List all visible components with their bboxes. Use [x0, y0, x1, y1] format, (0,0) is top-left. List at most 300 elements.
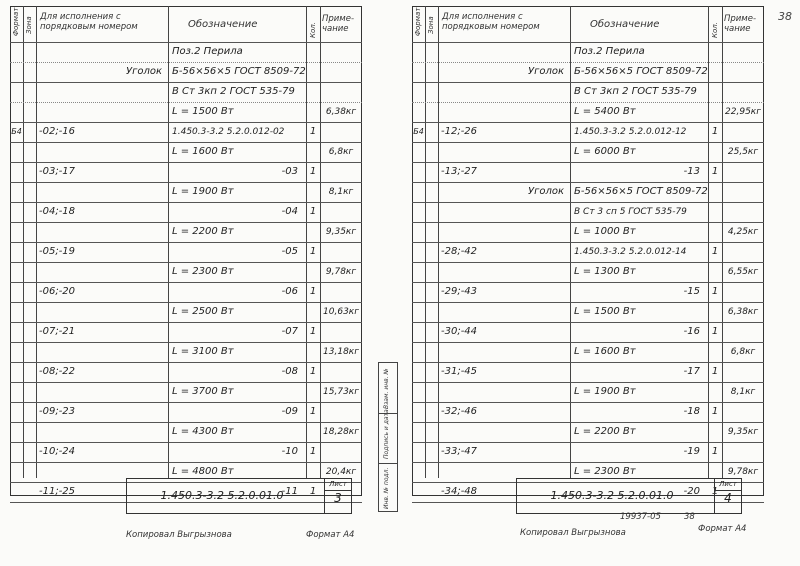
cell-quantity: 1 [711, 326, 719, 337]
cell-designation: -09 [281, 406, 298, 417]
cell-quantity: 1 [711, 406, 719, 417]
cell-designation: -15 [683, 286, 700, 297]
cell-quantity [708, 382, 722, 402]
table-row [412, 122, 764, 142]
cell-variant: -05;-19 [39, 246, 76, 257]
cell-format [413, 382, 424, 402]
format-label: Формат А4 [306, 530, 355, 540]
cell-note [722, 362, 764, 382]
cell-variant [438, 382, 570, 402]
cell-designation: L = 6000 Вт [574, 146, 636, 157]
cell-note: 22,95кг [725, 107, 761, 117]
cell-format [413, 402, 424, 422]
cell-designation: -04 [281, 206, 298, 217]
cell-format [413, 82, 424, 102]
cell-variant: -03;-17 [39, 166, 76, 177]
cell-quantity: 1 [711, 166, 719, 177]
table-row [412, 442, 764, 462]
cell-designation: L = 1500 Вт [574, 306, 636, 317]
cell-format [11, 62, 22, 82]
table-row [412, 162, 764, 182]
table-row [10, 422, 362, 442]
table-row [412, 202, 764, 222]
cell-variant [36, 182, 168, 202]
cell-note [320, 202, 362, 222]
copied-by: Копировал Выгрызнова [520, 528, 626, 538]
table-row [10, 442, 362, 462]
cell-note: 6,8кг [328, 147, 354, 157]
cell-variant [36, 262, 168, 282]
cell-note: 6,55кг [727, 267, 759, 277]
document-code: 1.450.3-3.2 5.2.0.01.0 [160, 489, 284, 502]
cell-designation: L = 3700 Вт [172, 386, 234, 397]
cell-variant [36, 302, 168, 322]
cell-variant: -10;-24 [39, 446, 76, 457]
cell-quantity: 1 [309, 486, 317, 497]
cell-designation: В Ст 3кп 2 ГОСТ 535-79 [172, 86, 295, 97]
document-code: 1.450.3-3.2 5.2.0.01.0 [550, 489, 674, 502]
table-row [412, 422, 764, 442]
cell-note [722, 62, 764, 82]
table-row [10, 142, 362, 162]
cell-note [722, 442, 764, 462]
cell-quantity [306, 222, 320, 242]
cell-designation: L = 1900 Вт [172, 186, 234, 197]
cell-designation: 1.450.3-3.2 5.2.0.012-12 [574, 127, 687, 137]
header-note: Приме-чание [724, 14, 757, 34]
table-row [412, 222, 764, 242]
cell-quantity: 1 [309, 326, 317, 337]
cell-variant [36, 342, 168, 362]
cell-variant: -04;-18 [39, 206, 76, 217]
cell-note [320, 122, 362, 142]
cell-note: 9,35кг [325, 227, 357, 237]
cell-variant: -29;-43 [441, 286, 478, 297]
cell-designation: 1.450.3-3.2 5.2.0.012-02 [172, 127, 285, 137]
cell-designation: L = 3100 Вт [172, 346, 234, 357]
cell-variant [438, 342, 570, 362]
cell-format [413, 62, 424, 82]
cell-variant [438, 422, 570, 442]
cell-note [722, 202, 764, 222]
cell-format [413, 282, 424, 302]
cell-format [11, 42, 22, 62]
cell-variant: -32;-46 [441, 406, 478, 417]
stamp-number: 19937-05 [620, 512, 661, 522]
table-row [10, 122, 362, 142]
header-mark: Обозначение [188, 19, 258, 30]
cell-designation: L = 5400 Вт [574, 106, 636, 117]
cell-note: 8,1кг [730, 387, 756, 397]
cell-note: 10,63кг [323, 307, 359, 317]
cell-designation: L = 1600 Вт [172, 146, 234, 157]
header-variant: Для исполнения с порядковым номером [442, 12, 540, 32]
cell-designation: L = 1600 Вт [574, 346, 636, 357]
cell-quantity: 1 [309, 406, 317, 417]
cell-quantity: 1 [711, 366, 719, 377]
cell-variant: -07;-21 [39, 326, 76, 337]
cell-note: 6,8кг [730, 347, 756, 357]
cell-format [11, 162, 22, 182]
cell-designation: -18 [683, 406, 700, 417]
corner-page-number: 38 [778, 10, 792, 23]
cell-designation: Поз.2 Перила [574, 46, 645, 57]
cell-note [722, 82, 764, 102]
cell-format: Б4 [11, 127, 22, 136]
stamp-sign-label: Подпись и дата [383, 409, 390, 459]
cell-variant: -34;-48 [441, 486, 478, 497]
cell-designation: -17 [683, 366, 700, 377]
cell-variant: -08;-22 [39, 366, 76, 377]
cell-quantity [306, 182, 320, 202]
cell-quantity [708, 82, 722, 102]
table-row [10, 402, 362, 422]
table-row [412, 262, 764, 282]
cell-note [320, 62, 362, 82]
header-zone: Зона [25, 16, 33, 34]
cell-quantity [306, 382, 320, 402]
table-row [10, 62, 362, 82]
title-block [516, 478, 742, 514]
cell-quantity [708, 422, 722, 442]
table-row [412, 182, 764, 202]
header-format: Формат [414, 7, 422, 36]
cell-format [11, 82, 22, 102]
cell-quantity: 1 [711, 126, 719, 137]
cell-format [413, 422, 424, 442]
cell-quantity [306, 142, 320, 162]
cell-format [413, 102, 424, 122]
header-format: Формат [12, 7, 20, 36]
table-row [10, 202, 362, 222]
cell-variant: -02;-16 [39, 126, 76, 137]
sheet-label: Лист [715, 479, 741, 491]
cell-variant: -31;-45 [441, 366, 478, 377]
header-zone: Зона [427, 16, 435, 34]
cell-note [722, 42, 764, 62]
cell-designation: -20 [683, 486, 700, 497]
table-row [412, 362, 764, 382]
cell-designation: -16 [683, 326, 700, 337]
cell-quantity: 1 [711, 286, 719, 297]
cell-format [11, 402, 22, 422]
sheet-left [10, 6, 362, 505]
table-row [10, 382, 362, 402]
header-qty: Кол. [309, 22, 317, 38]
cell-note [722, 122, 764, 142]
cell-note: 15,73кг [323, 387, 359, 397]
cell-format [413, 442, 424, 462]
cell-designation: L = 1900 Вт [574, 386, 636, 397]
cell-variant [36, 422, 168, 442]
cell-format [11, 342, 22, 362]
cell-format [413, 242, 424, 262]
cell-quantity [708, 342, 722, 362]
cell-variant: -06;-20 [39, 286, 76, 297]
side-stamp [378, 362, 398, 512]
cell-format [413, 462, 424, 482]
table-row [412, 282, 764, 302]
cell-designation: L = 2200 Вт [172, 226, 234, 237]
cell-quantity: 1 [309, 206, 317, 217]
table-row [10, 362, 362, 382]
cell-designation: -06 [281, 286, 298, 297]
cell-variant [36, 382, 168, 402]
cell-quantity: 1 [711, 486, 719, 497]
cell-variant [438, 202, 570, 222]
stamp-replace-label: Взам. инв. № [383, 368, 390, 409]
sheet-right [412, 6, 764, 505]
cell-designation: L = 2300 Вт [574, 466, 636, 477]
cell-note [722, 242, 764, 262]
cell-note [722, 402, 764, 422]
cell-variant [438, 142, 570, 162]
cell-quantity [708, 182, 722, 202]
table-row [412, 322, 764, 342]
cell-format [413, 182, 424, 202]
cell-quantity [708, 42, 722, 62]
cell-format [11, 222, 22, 242]
cell-quantity [708, 302, 722, 322]
cell-note: 25,5кг [727, 147, 759, 157]
cell-format [413, 222, 424, 242]
cell-quantity [708, 62, 722, 82]
cell-designation: L = 2200 Вт [574, 426, 636, 437]
table-row [412, 102, 764, 122]
copied-by: Копировал Выгрызнова [126, 530, 232, 540]
cell-designation: -07 [281, 326, 298, 337]
cell-note [320, 82, 362, 102]
table-row [412, 382, 764, 402]
cell-quantity [306, 262, 320, 282]
format-label: Формат А4 [698, 524, 747, 534]
cell-variant [36, 222, 168, 242]
cell-format [413, 42, 424, 62]
table-row [412, 342, 764, 362]
table-row [412, 62, 764, 82]
sheet-number-box [324, 479, 351, 513]
cell-quantity [306, 342, 320, 362]
table-row [10, 282, 362, 302]
cell-quantity [306, 82, 320, 102]
cell-note: 4,25кг [727, 227, 759, 237]
sheet-number-box [714, 479, 741, 513]
stamp-inv-label: Инв. № подл. [383, 467, 390, 509]
cell-designation: L = 4300 Вт [172, 426, 234, 437]
cell-designation: Б-56×56×5 ГОСТ 8509-72 [574, 186, 708, 197]
cell-designation: 1.450.3-3.2 5.2.0.012-14 [574, 247, 687, 257]
cell-note [320, 362, 362, 382]
cell-designation: L = 2300 Вт [172, 266, 234, 277]
cell-designation: L = 1300 Вт [574, 266, 636, 277]
cell-format [11, 322, 22, 342]
cell-designation: -03 [281, 166, 298, 177]
cell-note [722, 282, 764, 302]
cell-variant: -12;-26 [441, 126, 478, 137]
sheet-number: 3 [334, 491, 342, 505]
cell-quantity [708, 102, 722, 122]
cell-note: 13,18кг [323, 347, 359, 357]
cell-variant: -11;-25 [39, 486, 76, 497]
cell-quantity [708, 142, 722, 162]
cell-note [320, 442, 362, 462]
cell-note: 8,1кг [328, 187, 354, 197]
title-block [126, 478, 352, 514]
cell-designation: L = 2500 Вт [172, 306, 234, 317]
cell-quantity: 1 [309, 166, 317, 177]
cell-quantity [306, 42, 320, 62]
header-mark: Обозначение [590, 19, 660, 30]
table-row [412, 242, 764, 262]
table-row [10, 262, 362, 282]
cell-quantity [306, 62, 320, 82]
cell-variant [438, 102, 570, 122]
cell-quantity [306, 102, 320, 122]
cell-note [320, 42, 362, 62]
cell-designation: -19 [683, 446, 700, 457]
cell-quantity: 1 [309, 126, 317, 137]
cell-variant [36, 82, 168, 102]
cell-note [320, 282, 362, 302]
cell-designation: Поз.2 Перила [172, 46, 243, 57]
table-row [412, 142, 764, 162]
table-row [10, 322, 362, 342]
cell-note: 20,4кг [325, 467, 357, 477]
cell-format [11, 302, 22, 322]
cell-designation: Б-56×56×5 ГОСТ 8509-72 [172, 66, 306, 77]
cell-note: 9,78кг [727, 467, 759, 477]
table-row [10, 82, 362, 102]
cell-quantity: 1 [711, 246, 719, 257]
cell-variant [36, 102, 168, 122]
cell-format [11, 282, 22, 302]
cell-variant [36, 142, 168, 162]
cell-note: 9,78кг [325, 267, 357, 277]
cell-format [11, 462, 22, 482]
cell-note [722, 162, 764, 182]
table-row [10, 242, 362, 262]
cell-quantity: 1 [309, 366, 317, 377]
cell-quantity: 1 [711, 446, 719, 457]
cell-format [413, 482, 424, 502]
table-row [10, 42, 362, 62]
cell-quantity [708, 222, 722, 242]
cell-designation: -08 [281, 366, 298, 377]
cell-quantity [708, 202, 722, 222]
cell-note [320, 402, 362, 422]
cell-variant: Уголок [527, 66, 564, 77]
cell-quantity: 1 [309, 246, 317, 257]
table-row [10, 222, 362, 242]
cell-note: 18,28кг [323, 427, 359, 437]
cell-format [413, 302, 424, 322]
cell-quantity: 1 [309, 286, 317, 297]
cell-format [11, 142, 22, 162]
cell-variant [438, 82, 570, 102]
cell-designation: -11 [281, 486, 298, 497]
cell-format [11, 102, 22, 122]
table-row [10, 102, 362, 122]
cell-format [11, 202, 22, 222]
cell-variant: Уголок [527, 186, 564, 197]
cell-format [413, 142, 424, 162]
cell-designation: В Ст 3кп 2 ГОСТ 535-79 [574, 86, 697, 97]
cell-format [413, 342, 424, 362]
cell-variant [438, 302, 570, 322]
cell-format [413, 362, 424, 382]
cell-variant: Уголок [125, 66, 162, 77]
cell-variant: -33;-47 [441, 446, 478, 457]
cell-variant: -30;-44 [441, 326, 478, 337]
cell-format [413, 322, 424, 342]
cell-format: Б4 [413, 127, 424, 136]
sheet-number: 4 [724, 491, 732, 505]
cell-designation: -05 [281, 246, 298, 257]
table-row [10, 162, 362, 182]
table-row [412, 42, 764, 62]
cell-quantity [306, 302, 320, 322]
cell-note [320, 162, 362, 182]
header-qty: Кол. [711, 22, 719, 38]
cell-variant: -13;-27 [441, 166, 478, 177]
cell-variant [438, 262, 570, 282]
table-row [10, 342, 362, 362]
cell-format [413, 262, 424, 282]
cell-format [11, 482, 22, 502]
cell-quantity [708, 262, 722, 282]
cell-format [11, 262, 22, 282]
cell-format [11, 382, 22, 402]
cell-format [11, 242, 22, 262]
table-row [10, 182, 362, 202]
cell-note: 6,38кг [727, 307, 759, 317]
cell-note [320, 242, 362, 262]
cell-variant: -09;-23 [39, 406, 76, 417]
cell-designation: В Ст 3 сп 5 ГОСТ 535-79 [574, 207, 687, 217]
cell-variant: -28;-42 [441, 246, 478, 257]
table-row [10, 302, 362, 322]
cell-format [11, 442, 22, 462]
table-row [412, 402, 764, 422]
cell-designation: L = 1500 Вт [172, 106, 234, 117]
table-row [412, 82, 764, 102]
sheet-label: Лист [325, 479, 351, 491]
cell-variant [438, 222, 570, 242]
cell-format [11, 182, 22, 202]
cell-designation: -10 [281, 446, 298, 457]
cell-note [722, 182, 764, 202]
cell-note: 9,35кг [727, 427, 759, 437]
cell-quantity [306, 422, 320, 442]
cell-designation: -13 [683, 166, 700, 177]
table-row [412, 302, 764, 322]
header-variant: Для исполнения с порядковым номером [40, 12, 138, 32]
cell-designation: Б-56×56×5 ГОСТ 8509-72 [574, 66, 708, 77]
header-note: Приме-чание [322, 14, 355, 34]
cell-format [11, 422, 22, 442]
stamp-page: 38 [684, 512, 695, 522]
cell-note: 6,38кг [325, 107, 357, 117]
cell-format [413, 162, 424, 182]
cell-format [413, 202, 424, 222]
cell-quantity: 1 [309, 446, 317, 457]
cell-variant [36, 42, 168, 62]
cell-format [11, 362, 22, 382]
cell-note [320, 322, 362, 342]
cell-note [722, 322, 764, 342]
cell-variant [438, 42, 570, 62]
cell-designation: L = 1000 Вт [574, 226, 636, 237]
